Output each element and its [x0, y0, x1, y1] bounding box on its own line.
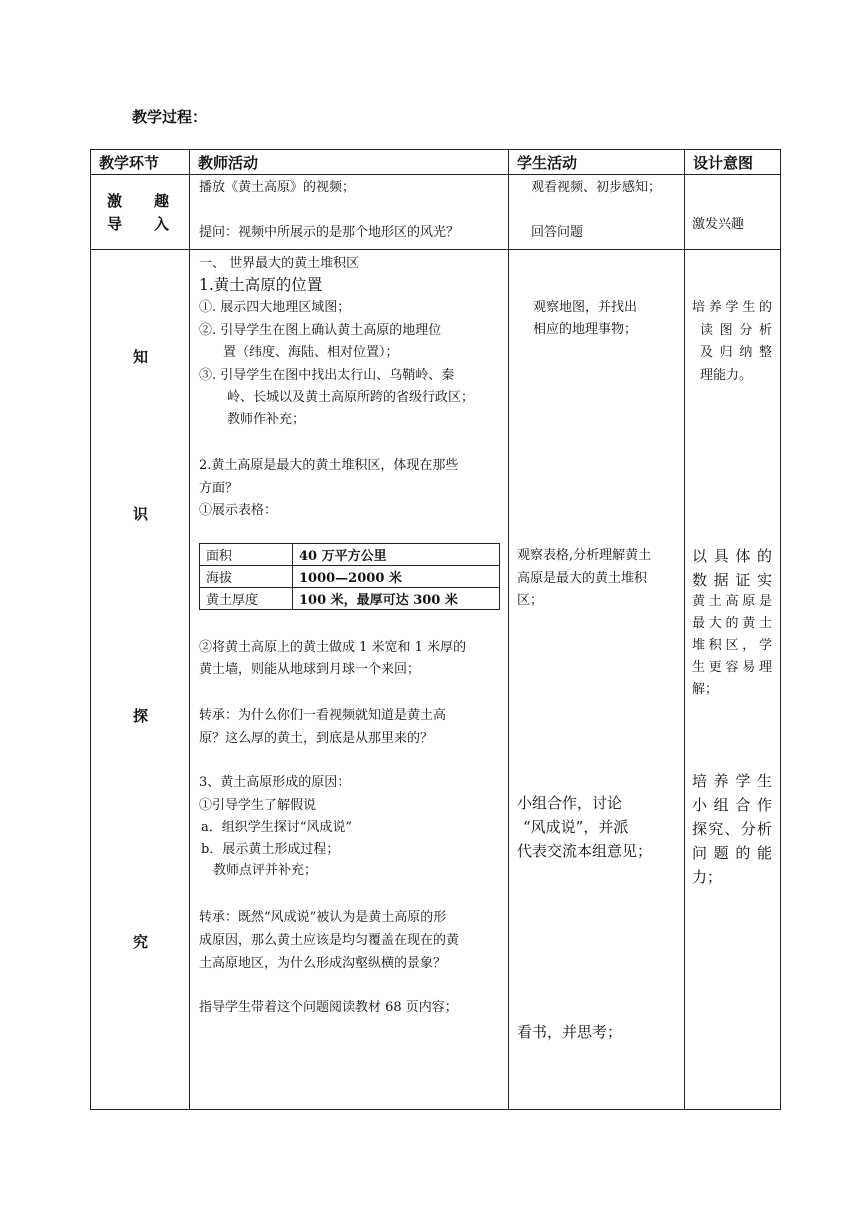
teacher-transition2-line3: 土高原地区，为什么形成沟壑纵横的景象？ [199, 956, 447, 971]
teacher-q2-line2: 方面？ [199, 481, 239, 496]
student-answer: 回答问题 [531, 225, 584, 240]
design-data-proof-3: 黄土高原是 [692, 594, 772, 609]
design-map-skill-1: 培养学生的 [692, 300, 772, 315]
design-data-proof-2: 数据证实 [692, 571, 772, 589]
teacher-subtitle-location: 1.黄土高原的位置 [199, 276, 323, 294]
teacher-transition2-line2: 成原因，那么黄土应该是均匀覆盖在现在的黄 [199, 933, 460, 948]
header-teacher: 教师活动 [198, 154, 259, 172]
design-map-skill-4: 理能力。 [700, 368, 753, 383]
table-col-divider-3 [684, 149, 685, 1110]
design-data-proof-5: 堆积区，学 [692, 638, 772, 653]
teacher-transition2-line1: 转承：既然“风成说”被认为是黄土高原的形 [199, 910, 447, 925]
student-read-book: 看书，并思考； [517, 1023, 623, 1041]
loess-facts-table [199, 543, 500, 610]
header-student: 学生活动 [517, 154, 578, 172]
table-col-divider-1 [189, 149, 190, 1110]
stage-char-2: 识 [133, 505, 149, 523]
table-border-top [90, 149, 781, 150]
teacher-item-2b: 置（纬度、海陆、相对位置）； [223, 345, 399, 360]
fact-value: 40 万平方公里 [293, 544, 500, 566]
table-col-divider-2 [508, 149, 509, 1110]
fact-value: 100 米，最厚可达 300 米 [293, 588, 500, 610]
teacher-transition1-line2: 原？这么厚的黄土，到底是从那里来的？ [199, 731, 434, 746]
teacher-q2-line3: ①展示表格： [199, 503, 278, 518]
student-observe-table-3: 区； [517, 593, 544, 608]
design-data-proof-6: 生更容易理 [692, 660, 772, 675]
teacher-question: 提问：视频中所展示的是那个地形区的风光？ [199, 225, 460, 240]
student-group-work-3: 代表交流本组意见； [517, 842, 653, 860]
teacher-reason-1: ①引导学生了解假说 [199, 798, 317, 813]
teacher-wall-line2: 黄土墙，则能从地球到月球一个来回； [199, 662, 421, 677]
table-border-bottom [90, 1109, 781, 1110]
stage-char-4: 究 [133, 933, 149, 951]
header-design: 设计意图 [693, 154, 754, 172]
teacher-transition1-line1: 转承：为什么你们一看视频就知道是黄土高 [199, 708, 447, 723]
teacher-section-title: 一、 世界最大的黄土堆积区 [199, 256, 360, 271]
design-data-proof-1: 以具体的 [692, 547, 772, 565]
design-group-skill-3: 探究、分析 [692, 820, 772, 838]
design-map-skill-3: 及归纳整 [700, 345, 772, 360]
teacher-q2-line1: 2.黄土高原是最大的黄土堆积区，体现在那些 [199, 458, 459, 473]
student-group-work-2: “风成说”，并派 [523, 818, 629, 836]
student-observe-map-2: 相应的地理事物； [533, 322, 638, 337]
teacher-play-video: 播放《黄土高原》的视频； [199, 180, 356, 195]
design-data-proof-4: 最大的黄土 [692, 616, 772, 631]
table-row [200, 588, 500, 610]
page-heading: 教学过程： [132, 108, 208, 126]
teacher-item-3b: 岭、长城以及黄土高原所跨的省级行政区； [227, 390, 475, 405]
design-data-proof-7: 解； [692, 682, 719, 697]
teacher-reason-a: a．组织学生探讨“风成说” [201, 820, 353, 835]
design-interest: 激发兴趣 [692, 217, 745, 232]
fact-label: 海拔 [200, 566, 293, 588]
teacher-reason-title: 3、黄土高原形成的原因： [199, 775, 351, 790]
design-group-skill-4: 问题的能 [692, 844, 772, 862]
student-observe-map-1: 观察地图，并找出 [533, 300, 638, 315]
stage-char-1: 知 [133, 348, 149, 366]
table-border-left [90, 149, 91, 1110]
design-map-skill-2: 读图分析 [700, 323, 772, 338]
teacher-guide-reading: 指导学生带着这个问题阅读教材 68 页内容； [199, 1000, 458, 1015]
teacher-item-3c: 教师作补充； [227, 412, 306, 427]
fact-label: 黄土厚度 [200, 588, 293, 610]
teacher-reason-b: b．展示黄土形成过程； [201, 842, 340, 857]
table-row-divider [90, 249, 781, 250]
student-group-work-1: 小组合作，讨论 [517, 794, 623, 812]
table-row [200, 544, 500, 566]
table-header-divider [90, 174, 781, 175]
table-border-right [780, 149, 781, 1110]
stage-intro-line2: 导 入 [107, 215, 169, 233]
teacher-wall-line1: ②将黄土高原上的黄土做成 1 米宽和 1 米厚的 [199, 640, 467, 655]
table-row [200, 566, 500, 588]
teacher-item-3a: ③. 引导学生在图中找出太行山、乌鞘岭、秦 [199, 368, 455, 383]
fact-label: 面积 [200, 544, 293, 566]
student-watch-video: 观看视频、初步感知； [531, 180, 662, 195]
design-group-skill-2: 小组合作 [692, 796, 772, 814]
teacher-item-1: ①. 展示四大地理区域图； [199, 300, 351, 315]
teacher-item-2a: ②. 引导学生在图上确认黄土高原的地理位 [199, 323, 442, 338]
fact-value: 1000—2000 米 [293, 566, 500, 588]
stage-intro-line1: 激 趣 [107, 192, 169, 210]
student-observe-table-1: 观察表格,分析理解黄土 [517, 548, 652, 563]
design-group-skill-1: 培养学生 [692, 772, 772, 790]
teacher-reason-c: 教师点评并补充； [213, 863, 318, 878]
design-group-skill-5: 力； [692, 868, 723, 886]
stage-char-3: 探 [133, 707, 149, 725]
student-observe-table-2: 高原是最大的黄土堆积 [517, 571, 648, 586]
header-stage: 教学环节 [99, 154, 160, 172]
